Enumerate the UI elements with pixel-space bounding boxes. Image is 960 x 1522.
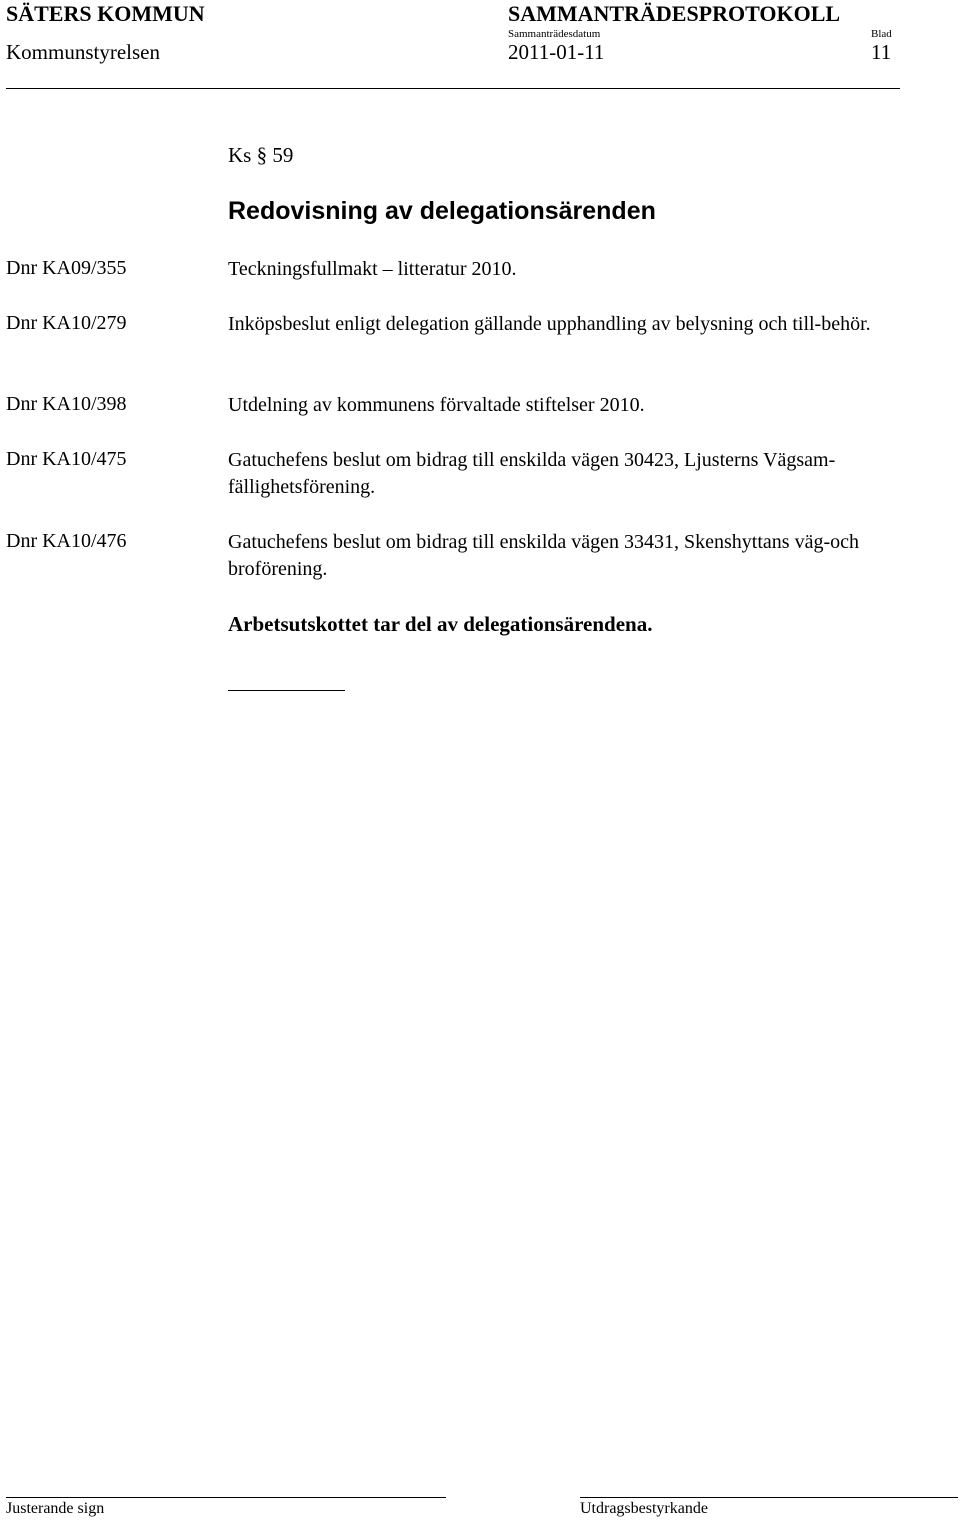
meeting-date: 2011-01-11: [508, 40, 605, 64]
item-dnr: Dnr KA10/279: [6, 312, 127, 334]
footer-left-rule: [6, 1497, 446, 1498]
footer-right-rule: [580, 1497, 958, 1498]
item-dnr: Dnr KA10/398: [6, 393, 127, 415]
item-dnr: Dnr KA09/355: [6, 257, 127, 279]
item-text: Teckningsfullmakt – litteratur 2010.: [228, 258, 517, 280]
item-text: Inköpsbeslut enligt delegation gällande upphandling av belysning och till-behör.: [228, 313, 871, 335]
item-dnr: Dnr KA10/475: [6, 448, 127, 470]
item-dnr: Dnr KA10/476: [6, 530, 127, 552]
footer-sign-label: Justerande sign: [6, 1500, 105, 1517]
item-text: Gatuchefens beslut om bidrag till enskilda vägen 30423, Ljusterns Vägsam-fällighetsförening.: [228, 449, 836, 498]
organization-name: SÄTERS KOMMUN: [6, 1, 205, 26]
document-type: SAMMANTRÄDESPROTOKOLL: [508, 1, 841, 26]
item-text: Gatuchefens beslut om bidrag till enskilda vägen 33431, Skenshyttans väg-och broförening.: [228, 531, 859, 580]
body-name: Kommunstyrelsen: [6, 40, 160, 64]
date-label: Sammanträdesdatum: [508, 28, 601, 40]
header-divider: [6, 88, 900, 89]
page-label: Blad: [871, 28, 892, 40]
paragraph-number: Ks § 59: [228, 143, 294, 167]
item-text: Utdelning av kommunens förvaltade stiftelser 2010.: [228, 394, 645, 416]
footer-certify-label: Utdragsbestyrkande: [580, 1500, 708, 1517]
section-title: Redovisning av delegationsärenden: [228, 197, 656, 225]
conclusion: Arbetsutskottet tar del av delegationsärendena.: [228, 612, 653, 636]
page-number: 11: [871, 40, 892, 64]
section-end-rule: [228, 690, 345, 691]
